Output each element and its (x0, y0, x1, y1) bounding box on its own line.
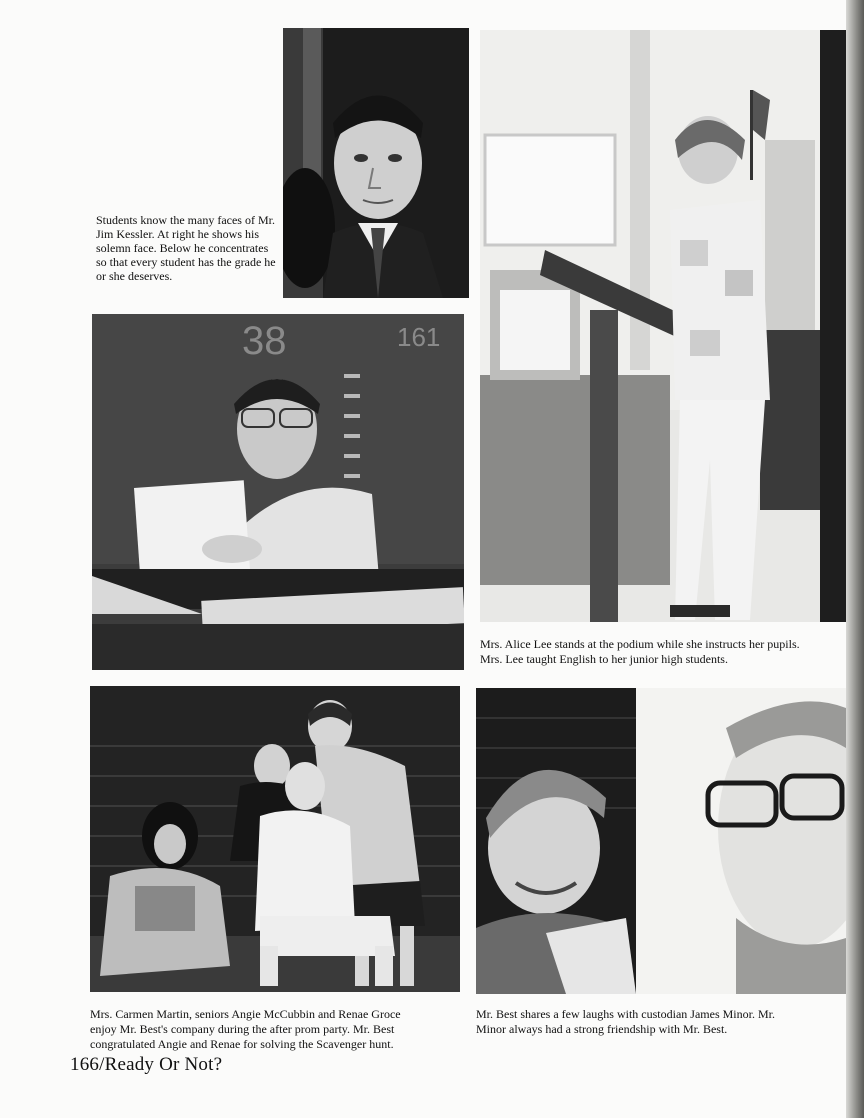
photo-kessler-solemn (283, 28, 469, 298)
caption-lee-line2: Mrs. Lee taught English to her junior high students. (480, 652, 728, 666)
photo-alice-lee-podium (480, 30, 846, 622)
caption-best-line2: Minor always had a strong friendship with Mr. Best. (476, 1022, 728, 1036)
caption-kessler: Students know the many faces of Mr. Jim Kessler. At right he shows his solemn face. Below he concentrates so that every student has the grade he or she deserves. (96, 213, 276, 283)
photo-after-prom-party (90, 686, 460, 992)
caption-martin-line3: congratulated Angie and Renae for solving the Scavenger hunt. (90, 1037, 394, 1051)
caption-lee-line1: Mrs. Alice Lee stands at the podium while she instructs her pupils. (480, 637, 800, 651)
page-folio: 166/Ready Or Not? (70, 1054, 223, 1075)
chalk-number-left: 38 (242, 319, 287, 363)
caption-best-line1: Mr. Best shares a few laughs with custodian James Minor. Mr. (476, 1007, 775, 1021)
caption-martin-line2: enjoy Mr. Best's company during the after prom party. Mr. Best (90, 1022, 395, 1036)
page-gutter-edge (846, 0, 864, 1118)
photo-kessler-grading (92, 314, 464, 670)
photo-best-and-minor (476, 688, 846, 994)
caption-martin-line1: Mrs. Carmen Martin, seniors Angie McCubbin and Renae Groce (90, 1007, 401, 1021)
chalk-number-right: 161 (397, 322, 441, 352)
